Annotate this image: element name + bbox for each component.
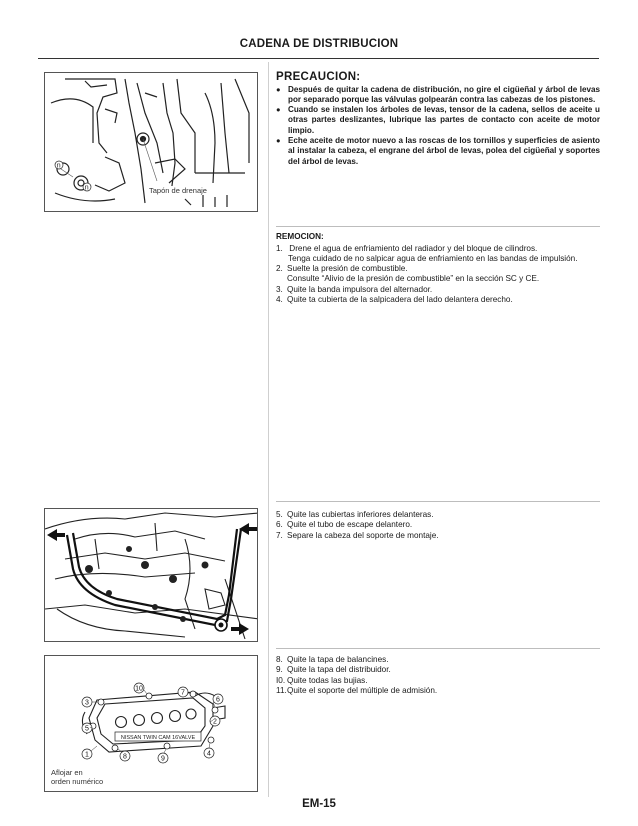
step-text: Quite el tubo de escape delantero. bbox=[287, 520, 413, 530]
section-separator bbox=[276, 648, 600, 649]
step-number: 4. bbox=[276, 294, 283, 304]
step-text: Suelte la presión de combustible. bbox=[287, 264, 408, 274]
precaution-list bbox=[276, 85, 600, 167]
svg-text:9: 9 bbox=[161, 755, 165, 763]
removal-step bbox=[276, 510, 600, 520]
step-number: 7. bbox=[276, 530, 283, 540]
removal-section bbox=[276, 232, 600, 305]
removal-step bbox=[276, 655, 600, 665]
removal-step bbox=[276, 295, 600, 305]
page-number: EM-15 bbox=[302, 798, 336, 810]
section-separator bbox=[276, 226, 600, 227]
step-number: 5. bbox=[276, 510, 283, 519]
step-number: 3. bbox=[276, 284, 283, 294]
svg-text:7: 7 bbox=[181, 689, 185, 697]
svg-text:2: 2 bbox=[213, 718, 217, 726]
removal-step bbox=[276, 531, 600, 541]
step-text: Quite el soporte del múltiple de admisión. bbox=[287, 685, 438, 695]
svg-text:6: 6 bbox=[216, 696, 220, 704]
step-number: 11. bbox=[276, 685, 287, 695]
svg-text:n: n bbox=[84, 184, 89, 192]
step-number: I0. bbox=[276, 675, 286, 685]
svg-text:8: 8 bbox=[123, 753, 127, 761]
svg-text:1: 1 bbox=[85, 751, 89, 759]
removal-title: REMOCION: bbox=[276, 232, 324, 241]
nameplate-text: NISSAN TWIN CAM 16VALVE bbox=[120, 735, 196, 741]
figure-rocker-cover bbox=[44, 655, 258, 792]
precaution-section bbox=[276, 72, 600, 167]
engine-drawing-2 bbox=[45, 509, 258, 642]
column-divider bbox=[268, 62, 269, 797]
step-number: 9. bbox=[276, 665, 283, 675]
svg-text:3: 3 bbox=[85, 699, 89, 707]
svg-text:4: 4 bbox=[207, 750, 211, 758]
precaution-title: PRECAUCION: bbox=[276, 71, 361, 83]
figure-front-tube bbox=[44, 508, 258, 642]
section-separator bbox=[276, 501, 600, 502]
removal-section-3 bbox=[276, 655, 600, 696]
removal-step-note: Tenga cuidado de no salpicar agua de enfriamiento en las bandas de impulsión. bbox=[288, 253, 578, 263]
removal-steps bbox=[276, 510, 600, 541]
removal-step bbox=[276, 520, 600, 530]
figure-caption: Tapón de drenaje bbox=[149, 186, 207, 195]
step-number: 1. bbox=[276, 243, 283, 253]
page-title: CADENA DE DISTRIBUCION bbox=[239, 38, 399, 50]
figure-caption bbox=[51, 768, 103, 786]
removal-section-2 bbox=[276, 510, 600, 541]
removal-step bbox=[276, 676, 600, 686]
removal-step bbox=[276, 264, 600, 274]
step-text: Quite la tapa del distribuidor. bbox=[287, 665, 391, 675]
figure-drain-plug bbox=[44, 72, 258, 212]
caption-line: Aflojar en bbox=[51, 768, 83, 777]
step-number: 2. bbox=[276, 264, 283, 274]
step-text: Drene el agua de enfriamiento del radiador y del bloque de cilindros. bbox=[289, 243, 538, 253]
step-text: Quite todas las bujias. bbox=[287, 675, 368, 685]
precaution-item: ● Después de quitar la cadena de distribución, no gire el cigüeñal y árbol de levas por separado porque las válvulas golpearán contra las cabezas de los pistones. bbox=[276, 85, 600, 106]
step-text: Quite las cubiertas inferiores delanteras. bbox=[287, 510, 434, 519]
step-text: Quite ta cubierta de la salpicadera del lado delantera derecho. bbox=[287, 294, 513, 304]
svg-text:5: 5 bbox=[85, 725, 89, 733]
step-text: Quite la banda impulsora del alternador. bbox=[287, 284, 433, 294]
caption-line: orden numérico bbox=[51, 777, 104, 786]
step-text: Separe la cabeza del soporte de montaje. bbox=[287, 530, 439, 540]
header-rule bbox=[38, 58, 599, 59]
removal-steps bbox=[276, 244, 600, 306]
precaution-item: ● Cuando se instalen los árboles de levas, tensor de la cadena, sellos de aceite u otras partes deslizantes, lubrique las partes de contacto con aceite de motor limpio. bbox=[276, 105, 600, 136]
removal-step bbox=[276, 665, 600, 675]
precaution-item: ● Eche aceite de motor nuevo a las roscas de los tornillos y superficies de asiento al instalar la cabeza, el engrane del árbol de levas, polea del cigüeñal y soportes del árbol de levas. bbox=[276, 136, 600, 167]
step-number: 8. bbox=[276, 655, 283, 664]
removal-step bbox=[276, 285, 600, 295]
step-number: 6. bbox=[276, 520, 283, 530]
removal-step bbox=[276, 244, 600, 254]
removal-step-note: Consulte “Alivio de la presión de combustible” en la sección SC y CE. bbox=[287, 274, 540, 284]
svg-text:10: 10 bbox=[135, 685, 143, 693]
removal-step bbox=[276, 686, 600, 696]
svg-text:n: n bbox=[56, 162, 61, 170]
removal-steps bbox=[276, 655, 600, 696]
step-text: Quite la tapa de balancines. bbox=[287, 655, 389, 664]
